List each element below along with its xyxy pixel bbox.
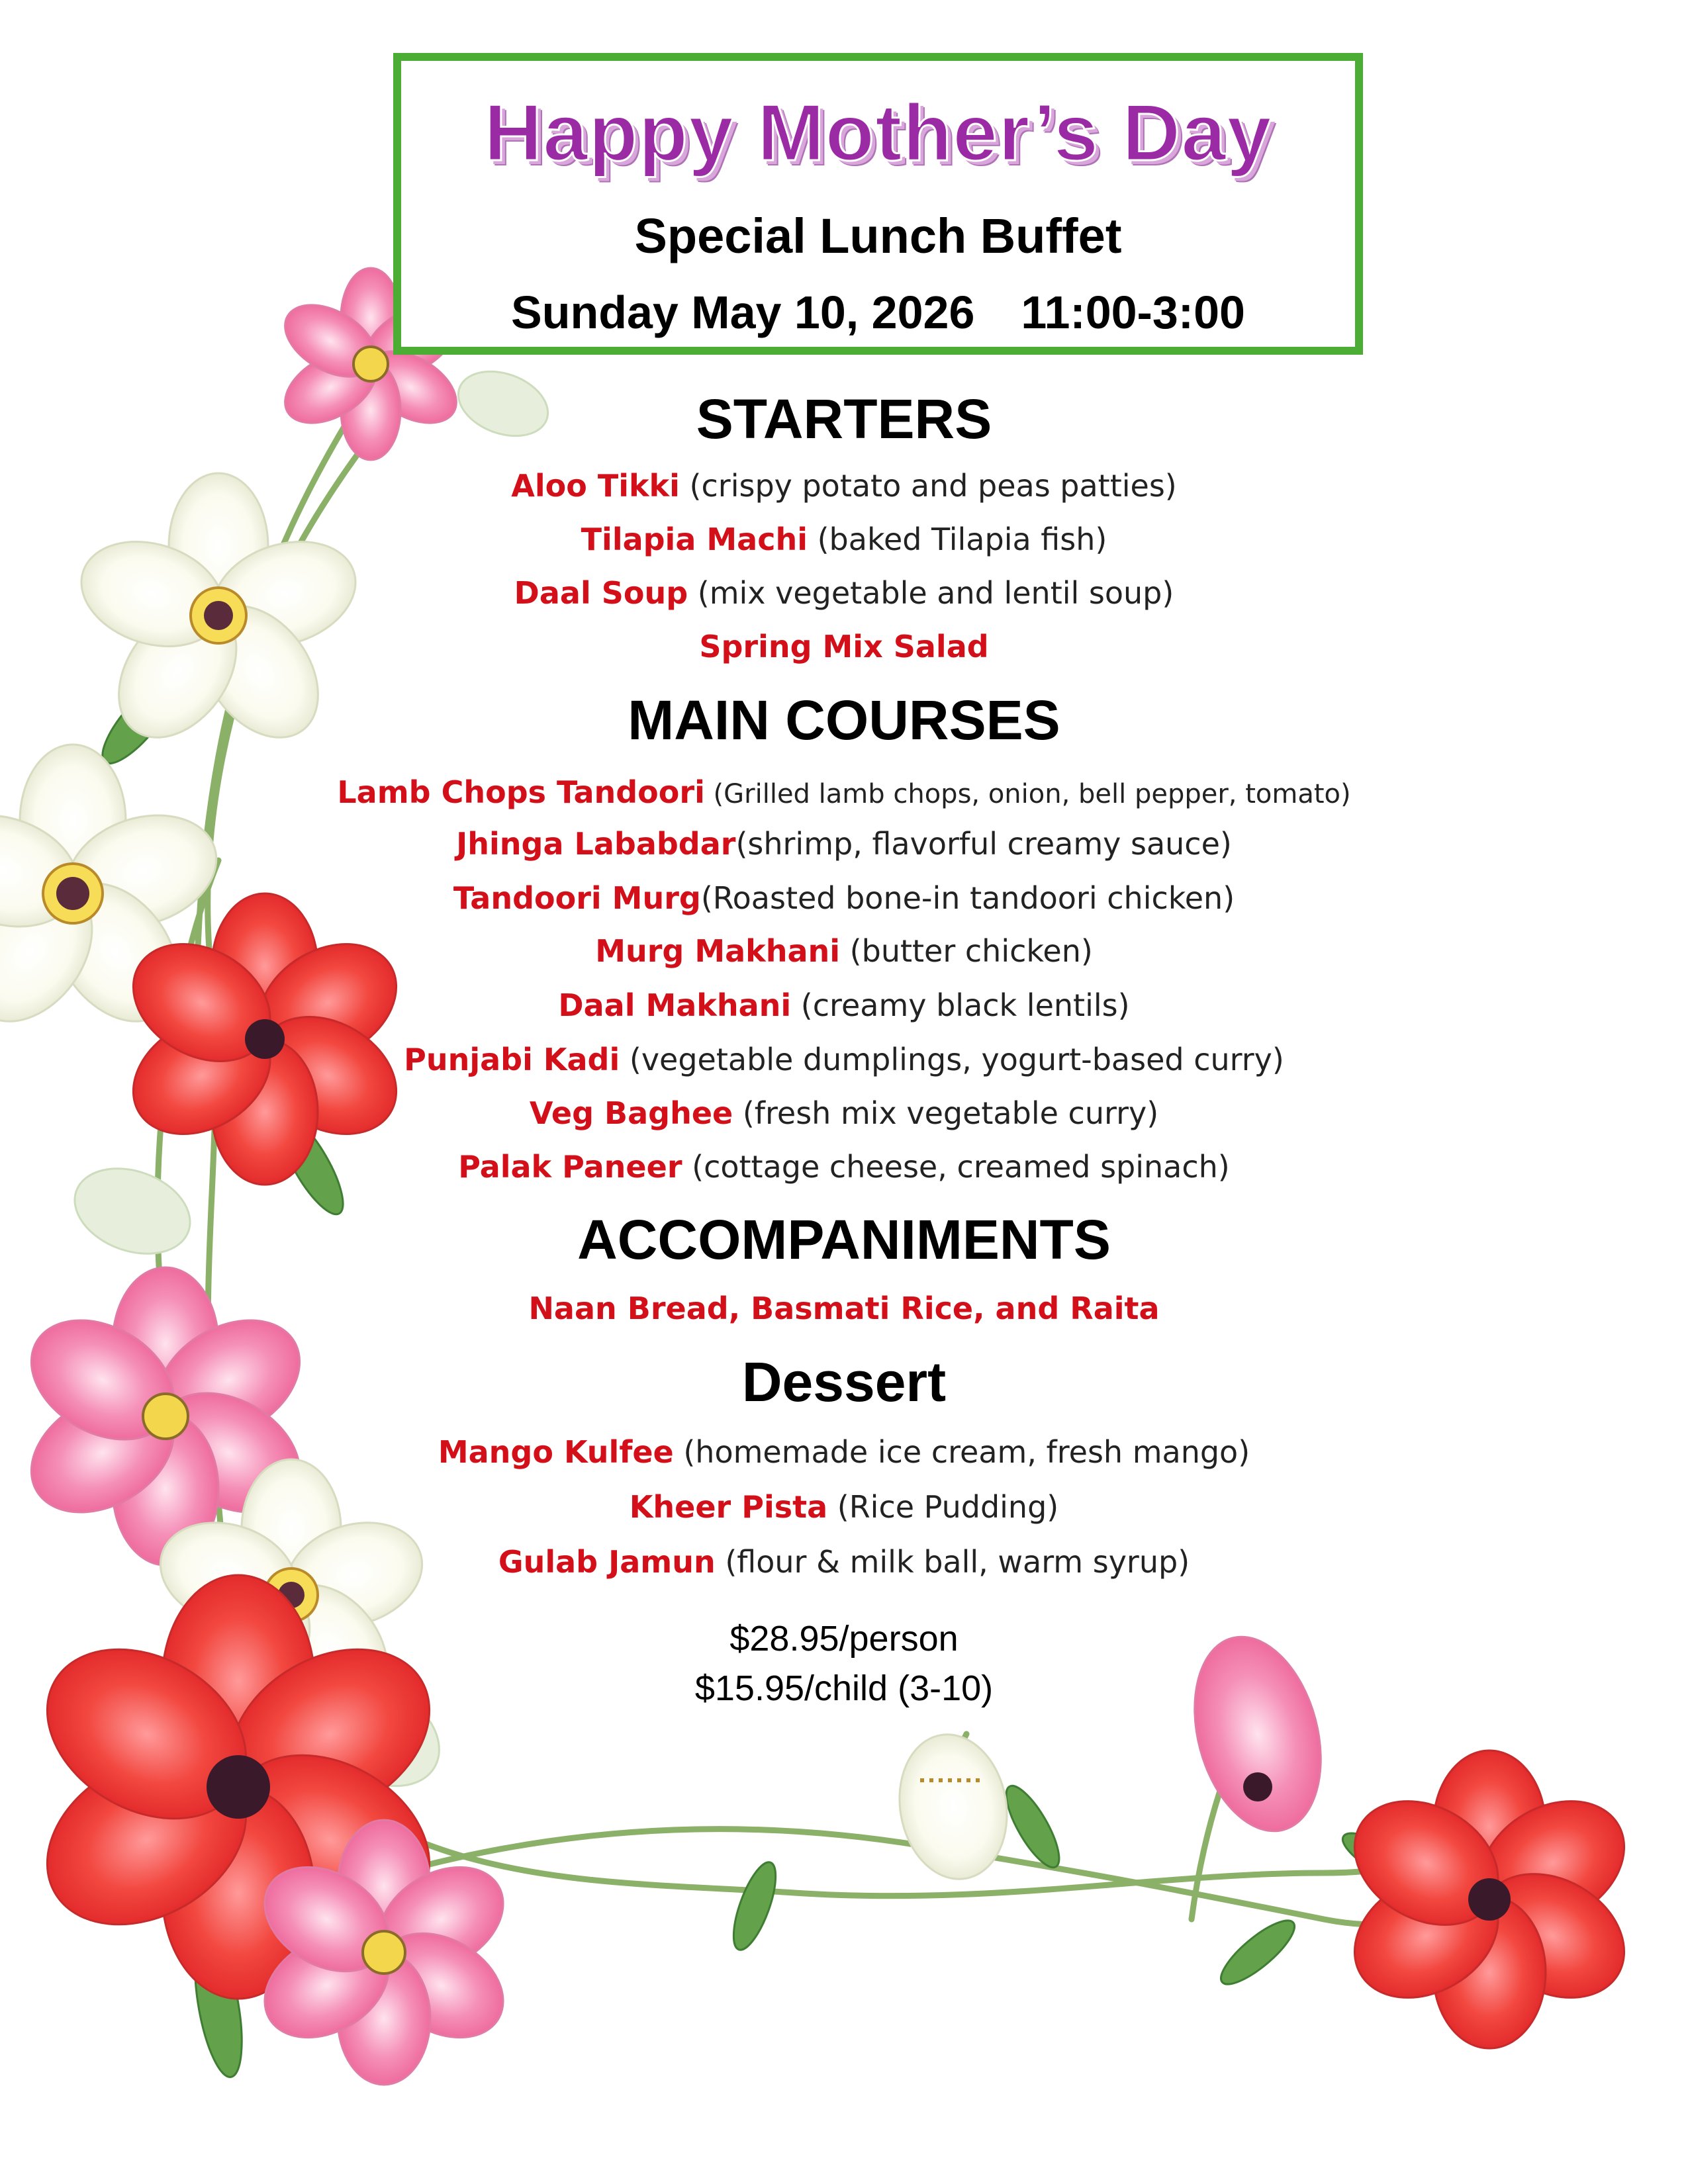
menu-item-desc: (homemade ice cream, fresh mango) bbox=[673, 1434, 1250, 1470]
menu-item-desc: (fresh mix vegetable curry) bbox=[733, 1095, 1159, 1131]
menu-item-name: Palak Paneer bbox=[458, 1149, 682, 1185]
menu-item-name: Punjabi Kadi bbox=[404, 1042, 620, 1077]
menu-item-desc: (creamy black lentils) bbox=[791, 987, 1130, 1023]
menu-item bbox=[0, 880, 1688, 916]
menu-item bbox=[0, 629, 1688, 664]
event-time: 11:00-3:00 bbox=[1021, 287, 1245, 338]
red-flower-right bbox=[1333, 1751, 1647, 2048]
menu-item-name: Gulab Jamun bbox=[498, 1544, 716, 1580]
menu-item-name: Veg Baghee bbox=[529, 1095, 733, 1131]
dessert-heading: Dessert bbox=[741, 1351, 947, 1413]
menu-item-desc: (butter chicken) bbox=[840, 933, 1093, 969]
menu-item-desc: (Roasted bone-in tandoori chicken) bbox=[700, 880, 1235, 916]
menu-item-name: Naan Bread, Basmati Rice, and Raita bbox=[528, 1291, 1160, 1326]
header-box bbox=[393, 53, 1363, 355]
white-bud bbox=[888, 1726, 1018, 1888]
menu-item-desc: (mix vegetable and lentil soup) bbox=[688, 575, 1174, 611]
menu-item bbox=[0, 1291, 1688, 1326]
menu-item-name: Tandoori Murg bbox=[453, 880, 701, 916]
price-adult: $28.95/person bbox=[729, 1619, 959, 1659]
menu-item-desc: (vegetable dumplings, yogurt-based curry) bbox=[620, 1042, 1284, 1077]
menu-item bbox=[0, 987, 1688, 1023]
menu-item bbox=[0, 1544, 1688, 1580]
menu-item-name: Kheer Pista bbox=[629, 1489, 828, 1525]
menu-item bbox=[0, 826, 1688, 862]
menu-item-name: Mango Kulfee bbox=[438, 1434, 674, 1470]
event-dateline bbox=[401, 286, 1355, 339]
menu-item-name: Daal Makhani bbox=[558, 987, 792, 1023]
menu-item-name: Murg Makhani bbox=[595, 933, 841, 969]
page-title: Happy Mother’s Day bbox=[484, 87, 1272, 177]
menu-item bbox=[0, 774, 1688, 810]
menu-item-desc: (shrimp, flavorful creamy sauce) bbox=[735, 826, 1232, 862]
price-child: $15.95/child (3-10) bbox=[694, 1668, 994, 1708]
menu-item bbox=[0, 1434, 1688, 1470]
menu-item-name: Tilapia Machi bbox=[581, 522, 808, 557]
menu-item-desc: (Rice Pudding) bbox=[827, 1489, 1059, 1525]
menu-item bbox=[0, 575, 1688, 611]
menu-item-name: Lamb Chops Tandoori bbox=[337, 774, 705, 810]
menu-item-desc: (flour & milk ball, warm syrup) bbox=[715, 1544, 1190, 1580]
menu-item bbox=[0, 1095, 1688, 1131]
main-courses-heading: MAIN COURSES bbox=[628, 689, 1060, 751]
event-date: Sunday May 10, 2026 bbox=[511, 287, 975, 338]
menu-item-name: Jhinga Lababdar bbox=[456, 826, 736, 862]
accompaniments-heading: ACCOMPANIMENTS bbox=[577, 1208, 1111, 1271]
menu-item bbox=[0, 468, 1688, 504]
menu-item bbox=[0, 1489, 1688, 1525]
event-subtitle: Special Lunch Buffet bbox=[634, 208, 1122, 263]
menu-item-desc: (crispy potato and peas patties) bbox=[679, 468, 1177, 504]
starters-heading: STARTERS bbox=[696, 388, 992, 450]
menu-item bbox=[0, 1149, 1688, 1185]
menu-item bbox=[0, 933, 1688, 969]
menu-item-name: Daal Soup bbox=[514, 575, 688, 611]
menu-item-desc: (Grilled lamb chops, onion, bell pepper, tomato) bbox=[704, 779, 1351, 809]
menu-item-name: Aloo Tikki bbox=[511, 468, 680, 504]
menu-item-desc: (cottage cheese, creamed spinach) bbox=[682, 1149, 1230, 1185]
menu-item bbox=[0, 1042, 1688, 1077]
menu-item bbox=[0, 522, 1688, 557]
menu-item-desc: (baked Tilapia fish) bbox=[807, 522, 1107, 557]
menu-item-name: Spring Mix Salad bbox=[699, 629, 989, 664]
